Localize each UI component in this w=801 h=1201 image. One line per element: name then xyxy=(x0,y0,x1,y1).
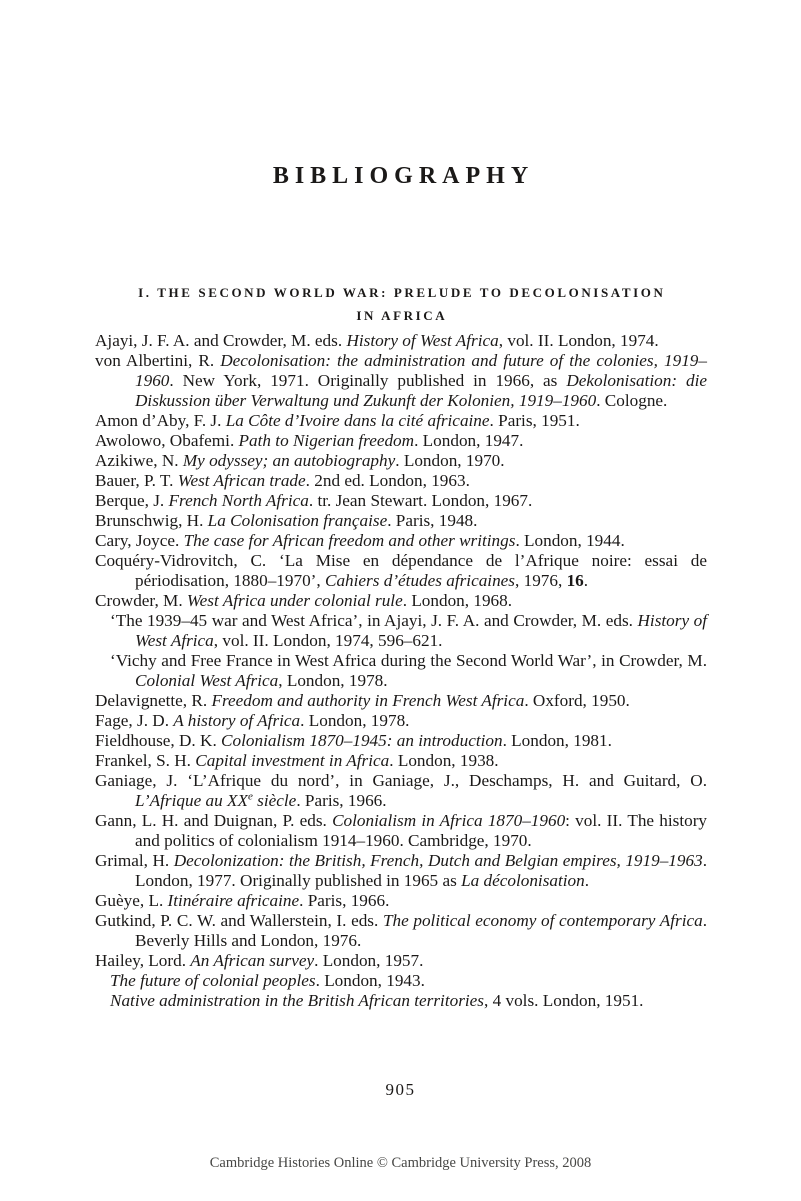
bibliography-entry: ‘The 1939–45 war and West Africa’, in Ajayi, J. F. A. and Crowder, M. eds. History of West Africa, vol. II. London, 1974, 596–621. xyxy=(110,611,707,650)
bibliography-entry: Amon d’Aby, F. J. La Côte d’Ivoire dans la cité africaine. Paris, 1951. xyxy=(95,411,580,430)
section-heading xyxy=(0,281,801,327)
bibliography-entry: Ajayi, J. F. A. and Crowder, M. eds. History of West Africa, vol. II. London, 1974. xyxy=(95,331,659,350)
section-heading-line1: I. THE SECOND WORLD WAR: PRELUDE TO DECOLONISATION xyxy=(138,285,666,300)
bibliography-entry: Bauer, P. T. West African trade. 2nd ed. London, 1963. xyxy=(95,471,470,490)
bibliography-entry: Guèye, L. Itinéraire africaine. Paris, 1966. xyxy=(95,891,390,910)
bibliography-entry: Gann, L. H. and Duignan, P. eds. Colonialism in Africa 1870–1960: vol. II. The history and politics of colonialism 1914–1960. Cambridge, 1970. xyxy=(95,811,708,850)
bibliography-entry: Fieldhouse, D. K. Colonialism 1870–1945: an introduction. London, 1981. xyxy=(95,731,612,750)
bibliography-entry: Crowder, M. West Africa under colonial rule. London, 1968. xyxy=(95,591,513,610)
bibliography-entry: Berque, J. French North Africa. tr. Jean Stewart. London, 1967. xyxy=(95,491,533,510)
bibliography-entry: Delavignette, R. Freedom and authority in French West Africa. Oxford, 1950. xyxy=(95,691,630,710)
footer-credit: Cambridge Histories Online © Cambridge University Press, 2008 xyxy=(209,1155,592,1171)
bibliography-entry: Azikiwe, N. My odyssey; an autobiography. London, 1970. xyxy=(95,451,505,470)
section-heading-line2: IN AFRICA xyxy=(356,308,448,323)
bibliography-entry: Coquéry-Vidrovitch, C. ‘La Mise en dépendance de l’Afrique noire: essai de périodisation, 1880–1970’, Cahiers d’études africaines, 1976, 16. xyxy=(95,551,707,590)
bibliography-entry: Awolowo, Obafemi. Path to Nigerian freedom. London, 1947. xyxy=(95,431,524,450)
bibliography-entry: von Albertini, R. Decolonisation: the administration and future of the colonies, 1919–1960. New York, 1971. Originally published in 1966, as Dekolonisation: die Diskussion über Verwaltung und Zukunft der Kolonien, 1919–1960. Cologne. xyxy=(95,351,707,410)
bibliography-entry: Grimal, H. Decolonization: the British, French, Dutch and Belgian empires, 1919–1963. London, 1977. Originally published in 1965 as La décolonisation. xyxy=(95,851,707,890)
bibliography-entry: Fage, J. D. A history of Africa. London, 1978. xyxy=(95,711,410,730)
page-number: 905 xyxy=(385,1080,416,1099)
bibliography-entry: Ganiage, J. ‘L’Afrique du nord’, in Ganiage, J., Deschamps, H. and Guitard, O. L’Afrique au XXe siècle. Paris, 1966. xyxy=(95,771,707,810)
bibliography-entry: Gutkind, P. C. W. and Wallerstein, I. eds. The political economy of contemporary Africa. Beverly Hills and London, 1976. xyxy=(95,911,707,950)
bibliography-list xyxy=(95,331,707,1011)
bibliography-entry: The future of colonial peoples. London, 1943. xyxy=(110,971,425,990)
bibliography-entry: Hailey, Lord. An African survey. London, 1957. xyxy=(95,951,424,970)
bibliography-entry: Cary, Joyce. The case for African freedom and other writings. London, 1944. xyxy=(95,531,625,550)
bibliography-entry: Native administration in the British African territories, 4 vols. London, 1951. xyxy=(110,991,644,1010)
bibliography-entry: Frankel, S. H. Capital investment in Africa. London, 1938. xyxy=(95,751,499,770)
bibliography-entry: ‘Vichy and Free France in West Africa during the Second World War’, in Crowder, M. Colonial West Africa, London, 1978. xyxy=(110,651,707,690)
page-title: BIBLIOGRAPHY xyxy=(272,163,535,189)
bibliography-entry: Brunschwig, H. La Colonisation française. Paris, 1948. xyxy=(95,511,478,530)
